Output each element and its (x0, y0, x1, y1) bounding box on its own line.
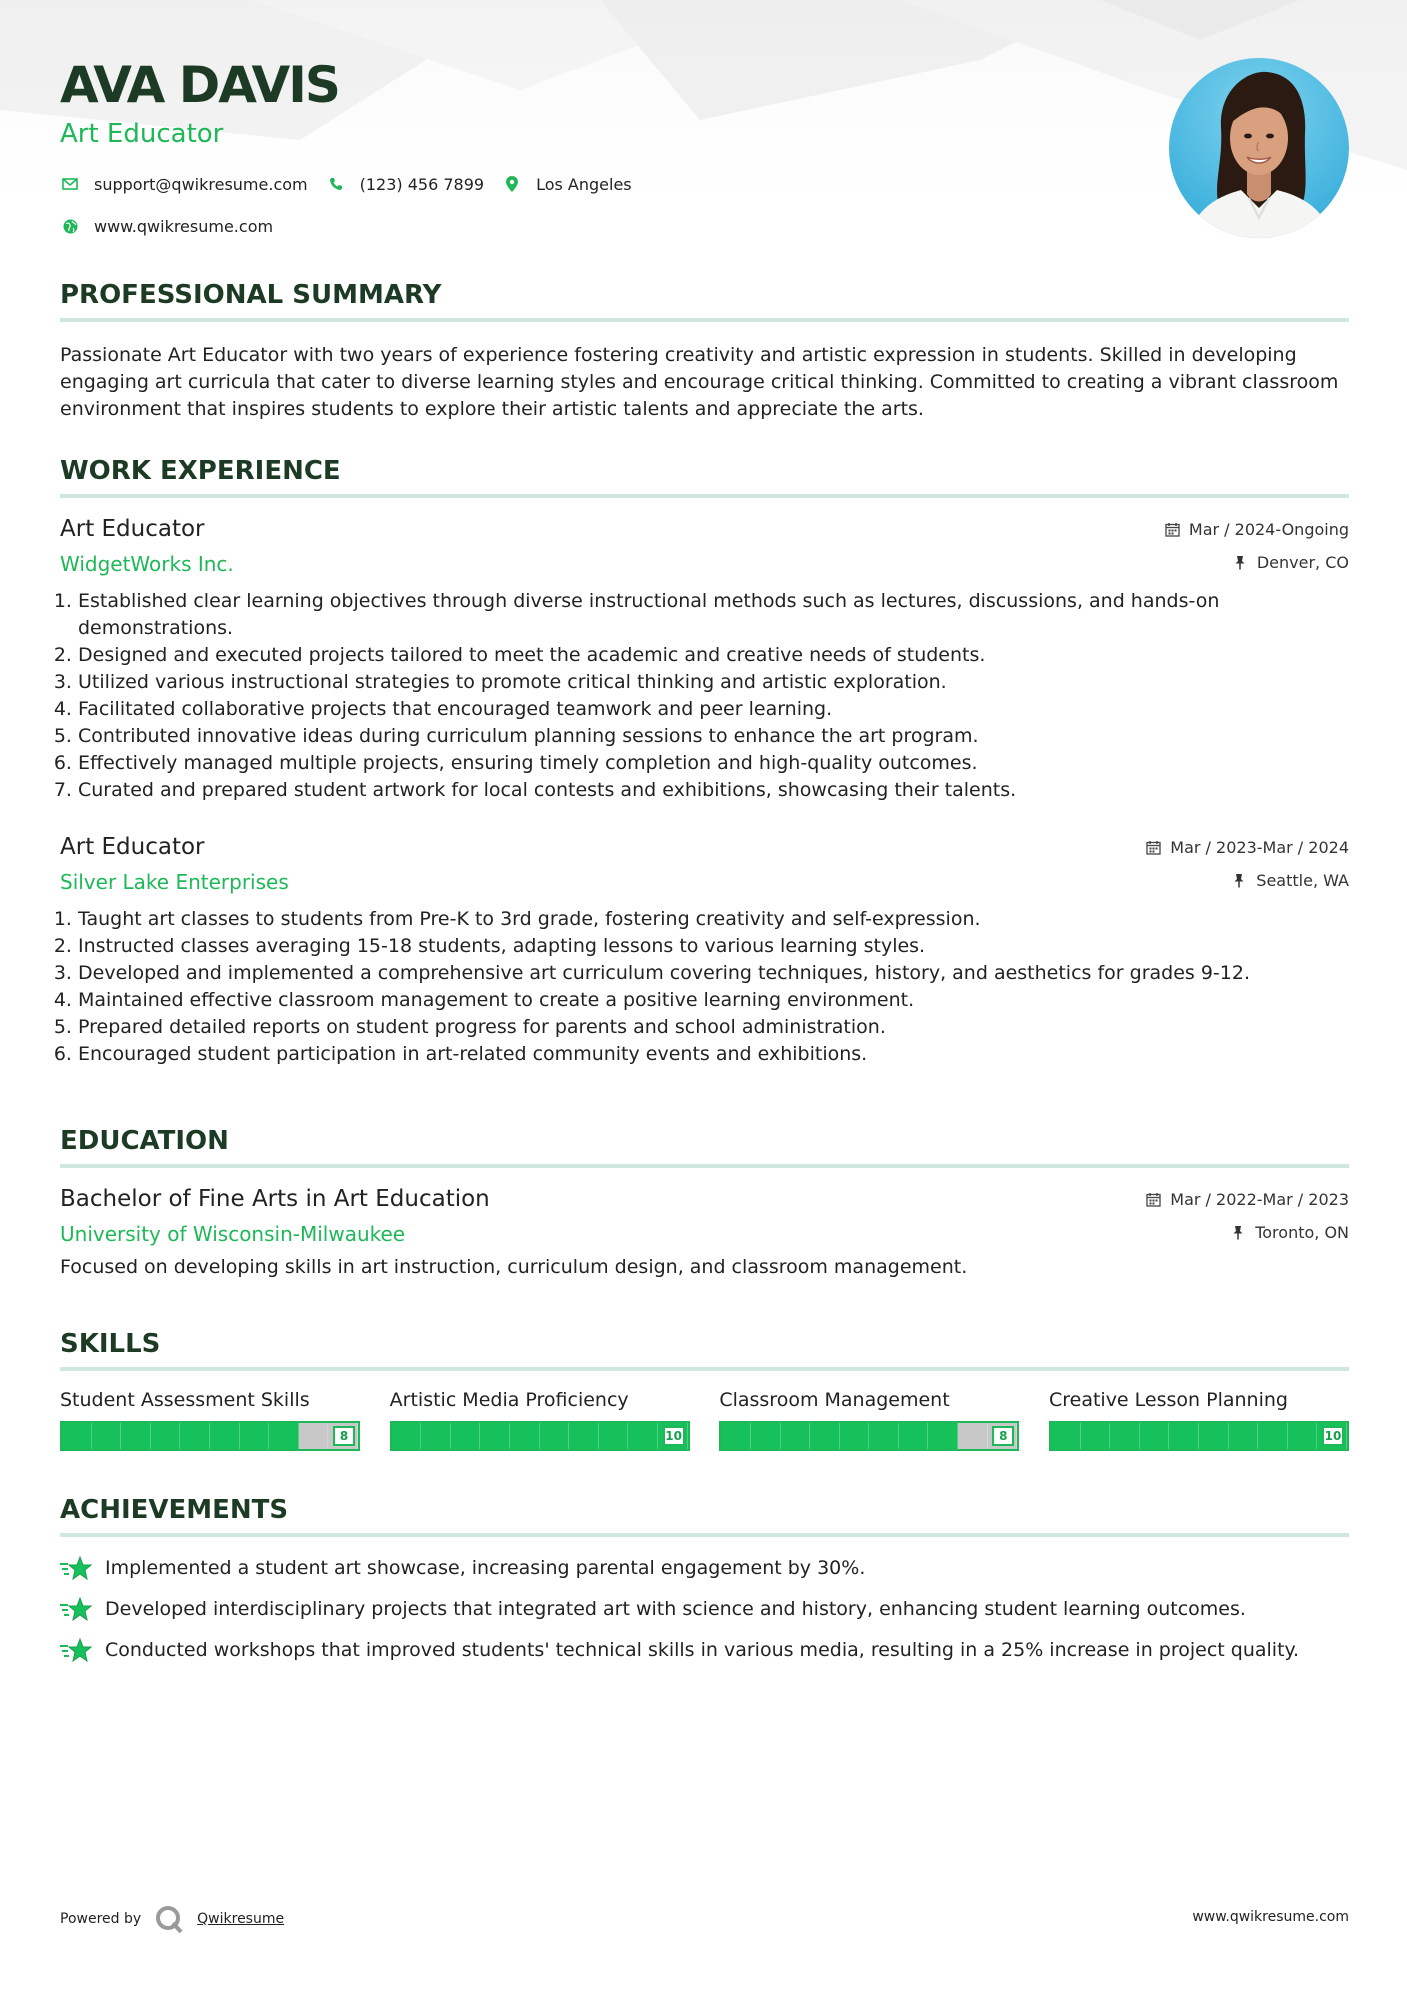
list-item: 2. Designed and executed projects tailored to meet the academic and creative needs of students. (78, 642, 1349, 669)
skill-bar-segment-filled (392, 1423, 422, 1449)
education-date-text: Mar / 2022-Mar / 2023 (1170, 1190, 1349, 1209)
skill-bar-segment-filled (451, 1423, 481, 1449)
calendar-icon (1146, 1192, 1162, 1208)
skill-bar-segment-empty (299, 1423, 329, 1449)
skill-rating-value: 8 (992, 1426, 1014, 1446)
skill-item (719, 1389, 1019, 1451)
page-footer (60, 1897, 1349, 1937)
achievement-text: Developed interdisciplinary projects that integrated art with science and history, enhancing student learning outcomes. (105, 1598, 1246, 1620)
list-item: 4. Facilitated collaborative projects that encouraged teamwork and peer learning. (78, 696, 1349, 723)
star-icon (60, 1555, 92, 1581)
globe-icon (60, 216, 80, 236)
skill-bar-segment-filled (1199, 1423, 1229, 1449)
skill-bar-segment-filled (569, 1423, 599, 1449)
education-heading: EDUCATION (60, 1126, 1349, 1168)
job-entry (60, 516, 1349, 804)
skill-bar-segment-filled (751, 1423, 781, 1449)
education-description: Focused on developing skills in art instruction, curriculum design, and classroom management. (60, 1256, 968, 1278)
skill-bar-segment-filled (121, 1423, 151, 1449)
skill-bar-segment-filled (1288, 1423, 1318, 1449)
skill-name: Artistic Media Proficiency (389, 1389, 629, 1411)
skill-item (390, 1389, 690, 1451)
list-item: 5. Contributed innovative ideas during curriculum planning sessions to enhance the art program. (78, 723, 1349, 750)
skill-bar-segment-filled (1229, 1423, 1259, 1449)
pushpin-icon (1233, 555, 1249, 571)
job-date (1165, 520, 1349, 539)
job-company: WidgetWorks Inc. (60, 552, 234, 576)
achievement-text: Conducted workshops that improved students' technical skills in various media, resulting in a 25% increase in project quality. (105, 1639, 1300, 1661)
skill-bar-segment-filled (510, 1423, 540, 1449)
job-date-text: Mar / 2023-Mar / 2024 (1170, 838, 1349, 857)
summary-section (60, 280, 1349, 423)
skill-name: Creative Lesson Planning (1048, 1389, 1288, 1411)
list-item: 1. Taught art classes to students from Pre-K to 3rd grade, fostering creativity and self-expression. (78, 906, 1349, 933)
star-icon (60, 1637, 92, 1663)
summary-heading: PROFESSIONAL SUMMARY (60, 280, 1349, 322)
list-item: 3. Developed and implemented a comprehensive art curriculum covering techniques, history, and aesthetics for grades 9-12. (78, 960, 1349, 987)
skill-bar-segment-filled (721, 1423, 751, 1449)
calendar-icon (1165, 522, 1181, 538)
list-item: 6. Encouraged student participation in art-related community events and exhibitions. (78, 1041, 1349, 1068)
powered-by-label: Powered by (60, 1911, 142, 1927)
skill-bar-segment-filled (210, 1423, 240, 1449)
education-entry (60, 1186, 1349, 1281)
skills-section (60, 1329, 1349, 1451)
skill-bar-segment-filled (180, 1423, 210, 1449)
education-section (60, 1126, 1349, 1281)
job-location-text: Seattle, WA (1256, 871, 1349, 890)
skill-bar-segment-filled (1110, 1423, 1140, 1449)
skill-rating-value: 8 (333, 1426, 355, 1446)
contact-website[interactable] (60, 216, 273, 236)
education-location (1231, 1223, 1349, 1242)
education-location-text: Toronto, ON (1255, 1223, 1349, 1242)
skill-bar-segment-filled (269, 1423, 299, 1449)
skill-bar-segment-filled (480, 1423, 510, 1449)
skill-bar-segment-filled (781, 1423, 811, 1449)
skill-bar-segment-filled (1081, 1423, 1111, 1449)
skill-bar-segment-filled (928, 1423, 958, 1449)
skill-rating-bar (390, 1421, 690, 1451)
star-icon (60, 1596, 92, 1622)
skill-bar-segment-filled (1258, 1423, 1288, 1449)
skill-rating-bar (719, 1421, 1019, 1451)
achievements-list (60, 1555, 1349, 1664)
qwikresume-logo-icon (155, 1905, 183, 1933)
list-item: 5. Prepared detailed reports on student progress for parents and school administration. (78, 1014, 1349, 1041)
list-item: 7. Curated and prepared student artwork for local contests and exhibitions, showcasing their talents. (78, 777, 1349, 804)
qwikresume-link[interactable]: Qwikresume (197, 1911, 285, 1927)
phone-icon (326, 174, 346, 194)
list-item: 1. Established clear learning objectives through diverse instructional methods such as lectures, discussions, and hands-on demonstrations. (78, 588, 1349, 642)
phone-text: (123) 456 7899 (359, 174, 485, 194)
list-item: 2. Instructed classes averaging 15-18 students, adapting lessons to various learning styles. (78, 933, 1349, 960)
experience-heading: WORK EXPERIENCE (60, 456, 1349, 498)
skill-bar-segment-filled (540, 1423, 570, 1449)
contact-location (502, 174, 632, 194)
job-location (1233, 553, 1349, 572)
skill-bar-segment-filled (151, 1423, 181, 1449)
achievement-item (60, 1637, 1349, 1664)
skills-heading: SKILLS (60, 1329, 1349, 1371)
skill-bar-segment-filled (810, 1423, 840, 1449)
degree-title: Bachelor of Fine Arts in Art Education (60, 1186, 490, 1212)
skill-bar-segment-filled (1140, 1423, 1170, 1449)
job-entry (60, 834, 1349, 1068)
skill-bar-segment-filled (599, 1423, 629, 1449)
list-item: 3. Utilized various instructional strategies to promote critical thinking and artistic exploration. (78, 669, 1349, 696)
summary-text: Passionate Art Educator with two years of experience fostering creativity and artistic expression in students. Skilled in developing engaging art curricula that cater to diverse learning styles and encourage critical thinking. Committed to creating a vibrant classroom environment that inspires students to explore their artistic talents and appreciate the arts. (60, 344, 1339, 420)
website-text: www.qwikresume.com (94, 216, 274, 236)
envelope-icon (60, 174, 80, 194)
achievement-text: Implemented a student art showcase, increasing parental engagement by 30%. (105, 1557, 866, 1579)
skill-bar-segment-filled (421, 1423, 451, 1449)
achievements-heading: ACHIEVEMENTS (60, 1495, 1349, 1537)
job-location (1232, 871, 1349, 890)
skill-bar-segment-filled (840, 1423, 870, 1449)
job-date-text: Mar / 2024-Ongoing (1188, 520, 1349, 539)
profile-photo (1169, 58, 1349, 238)
skill-rating-value: 10 (663, 1426, 685, 1446)
job-title: Art Educator (60, 516, 205, 542)
skill-bar-segment-filled (899, 1423, 929, 1449)
skill-name: Classroom Management (719, 1389, 950, 1411)
skill-bar-segment-filled (628, 1423, 658, 1449)
list-item: 6. Effectively managed multiple projects, ensuring timely completion and high-quality outcomes. (78, 750, 1349, 777)
powered-by (60, 1905, 284, 1933)
footer-website[interactable]: www.qwikresume.com (1192, 1909, 1349, 1925)
skill-name: Student Assessment Skills (60, 1389, 310, 1411)
job-bullets (60, 588, 1349, 804)
job-title: Art Educator (60, 834, 205, 860)
location-text: Los Angeles (536, 174, 632, 194)
skills-list (60, 1389, 1349, 1451)
pushpin-icon (1232, 873, 1248, 889)
job-location-text: Denver, CO (1256, 553, 1349, 572)
list-item: 4. Maintained effective classroom management to create a positive learning environment. (78, 987, 1349, 1014)
skill-bar-segment-filled (869, 1423, 899, 1449)
skill-bar-segment-filled (62, 1423, 92, 1449)
skill-item (1049, 1389, 1349, 1451)
achievement-item (60, 1555, 1349, 1582)
resume-header (60, 0, 1349, 260)
skill-bar-segment-filled (92, 1423, 122, 1449)
achievement-item (60, 1596, 1349, 1623)
skill-bar-segment-filled (1169, 1423, 1199, 1449)
candidate-title: Art Educator (60, 119, 224, 149)
skill-rating-value: 10 (1322, 1426, 1344, 1446)
skill-bar-segment-filled (240, 1423, 270, 1449)
pushpin-icon (1231, 1225, 1247, 1241)
job-company: Silver Lake Enterprises (60, 870, 289, 894)
email-text: support@qwikresume.com (94, 174, 308, 194)
skill-bar-segment-empty (958, 1423, 988, 1449)
calendar-icon (1146, 840, 1162, 856)
job-date (1146, 838, 1349, 857)
education-date (1146, 1190, 1349, 1209)
school-name: University of Wisconsin-Milwaukee (60, 1222, 406, 1246)
experience-section (60, 456, 1349, 1068)
achievements-section (60, 1495, 1349, 1664)
contact-phone[interactable] (326, 174, 484, 194)
candidate-name: AVA DAVIS (60, 56, 339, 114)
contact-info (60, 172, 650, 256)
job-bullets (60, 906, 1349, 1068)
skill-rating-bar (60, 1421, 360, 1451)
skill-bar-segment-filled (1051, 1423, 1081, 1449)
contact-email[interactable] (60, 174, 308, 194)
skill-item (60, 1389, 360, 1451)
map-pin-icon (502, 174, 522, 194)
skill-rating-bar (1049, 1421, 1349, 1451)
